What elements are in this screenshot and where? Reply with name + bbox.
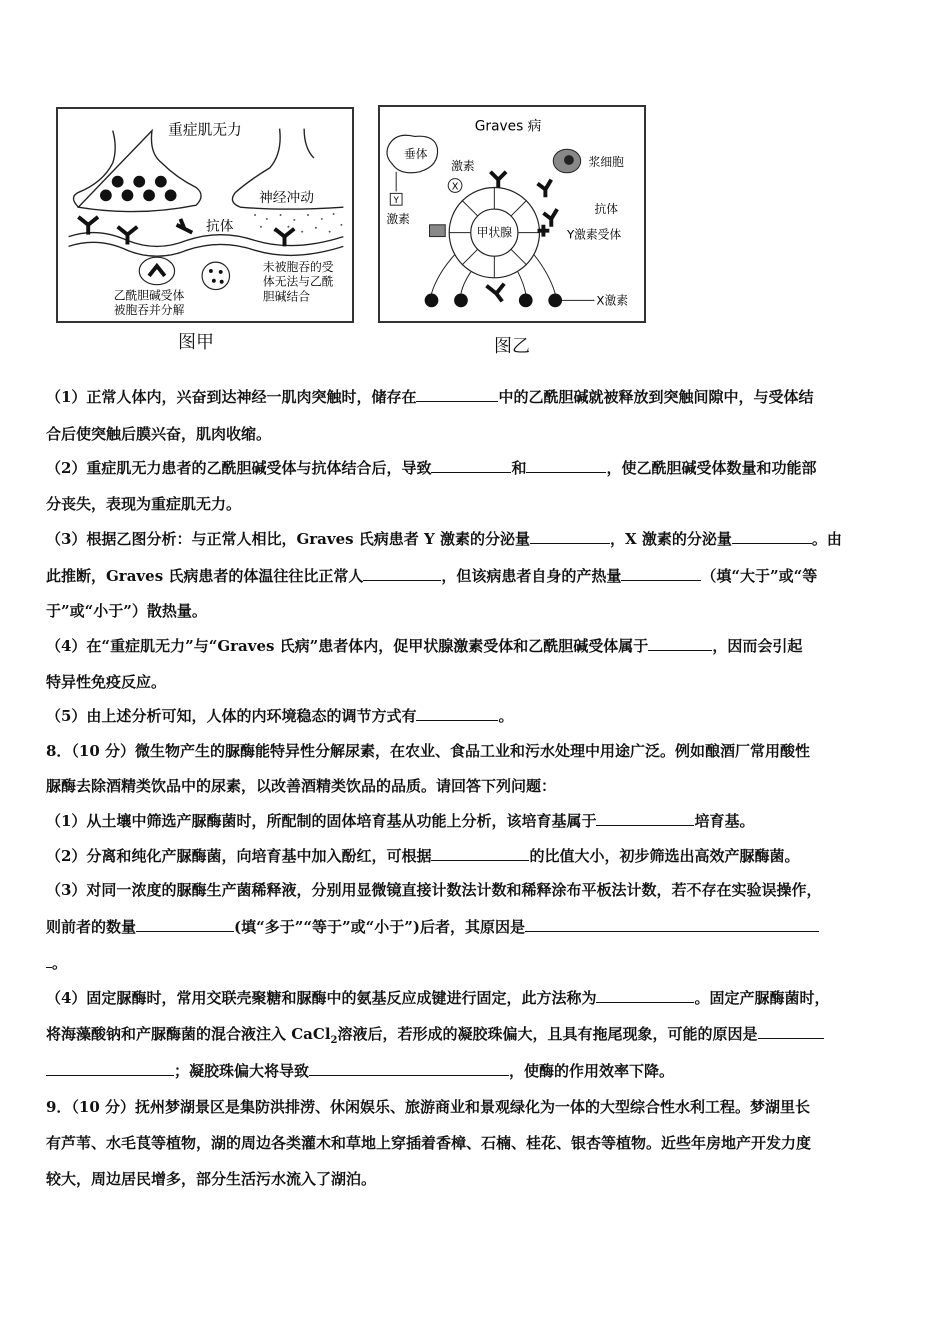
q9-line1: 9．（10 分）抚州梦湖景区是集防洪排涝、休闲娱乐、旅游商业和景观绿化为一体的大型综合性水利工程。梦湖里长 (46, 1098, 811, 1116)
y-receptor-label: Y激素受体 (566, 227, 622, 242)
figure-graves-disease (378, 105, 646, 323)
q8-part3-line2: 则前者的数量 (填“多于”“等于”或“小于”)后者，其原因是 (46, 917, 906, 937)
answer-blank[interactable] (309, 1061, 509, 1076)
q8-part3-line1: （3）对同一浓度的脲酶生产菌稀释液，分别用显微镜直接计数法计数和稀释涂布平板法计数，若不存在实验误操作， (46, 881, 822, 899)
acetylcholine-vesicles (100, 176, 177, 202)
answer-blank[interactable] (758, 1024, 824, 1039)
q7-part2-line1: （2）重症肌无力患者的乙酰胆碱受体与抗体结合后，导致 和 ，使乙酰胆碱受体数量和功能部 (46, 459, 817, 477)
answer-blank[interactable] (732, 529, 812, 544)
figure-a-diagram (58, 109, 352, 321)
figure-b-diagram (380, 107, 644, 321)
cleft-speckles (254, 213, 342, 233)
q7-part4-line2: 特异性免疫反应。 (46, 673, 167, 691)
y-box-label: Y (393, 196, 399, 207)
answer-blank[interactable] (136, 917, 234, 932)
answer-blank[interactable] (648, 636, 712, 651)
swallowed-label-2: 被胞吞并分解 (113, 303, 185, 318)
figure-a-title: 重症肌无力 (168, 121, 242, 139)
q7-part3-line1: （3）根据乙图分析：与正常人相比，Graves 氏病患者 Y 激素的分泌量 ，X 激素的分泌量 。由 (46, 530, 842, 548)
answer-blank[interactable] (363, 566, 441, 581)
answer-blank[interactable] (431, 846, 529, 861)
answer-blank[interactable] (596, 811, 694, 826)
q8-part2: （2）分离和纯化产脲酶菌，向培育基中加入酚红，可根据 的比值大小，初步筛选出高效产脲酶菌。 (46, 847, 800, 865)
answer-blank[interactable] (596, 988, 694, 1003)
q7-part3-line2: 此推断，Graves 氏病患者的体温往往比正常人 ，但该病患者自身的产热量 （填“大于”或“等 (46, 567, 818, 585)
answer-blank[interactable] (46, 1061, 174, 1076)
not-swallowed-label-3: 胆碱结合 (262, 289, 311, 304)
answer-blank[interactable] (416, 387, 498, 402)
antibody-label: 抗体 (205, 218, 234, 235)
not-swallowed-label-1: 未被胞吞的受 (262, 259, 334, 274)
b-antibody-label: 抗体 (594, 202, 619, 217)
q7-part4-line1: （4）在“重症肌无力”与“Graves 氏病”患者体内，促甲状腺激素受体和乙酰胆碱受体属于 ，因而会引起 (46, 637, 803, 655)
answer-blank[interactable] (526, 458, 606, 473)
q7-part1-line2: 合后使突触后膜兴奋，肌肉收缩。 (46, 425, 272, 443)
q8-part3-line3: 。 (46, 953, 906, 973)
q8-part4-line2: 将海藻酸钠和产脲酶菌的混合液注入 CaCl$_2$溶液后，若形成的凝胶珠偏大，且具有拖尾现象，可能的原因是 (46, 1024, 906, 1051)
swallowed-label-1: 乙酰胆碱受体 (113, 288, 185, 303)
x-circle-label: X (451, 181, 459, 193)
q7-part2-line2: 分丧失，表现为重症肌无力。 (46, 495, 242, 513)
q8-intro-line2: 脲酶去除酒精类饮品中的尿素，以改善酒精类饮品的品质。请回答下列问题： (46, 777, 557, 795)
x-hormone-dots (425, 294, 562, 308)
y-hormone-label: 激素 (386, 211, 410, 226)
plasma-cell-label: 浆细胞 (588, 154, 624, 169)
q8-part4-line1: （4）固定脲酶时，常用交联壳聚糖和脲酶中的氨基反应成键进行固定，此方法称为 。固定产脲酶菌时， (46, 989, 830, 1007)
answer-blank[interactable] (530, 529, 610, 544)
thyroid-label: 甲状腺 (476, 225, 512, 240)
answer-blank[interactable] (621, 566, 701, 581)
hormone-label: 激素 (451, 158, 475, 173)
figure-a-caption: 图甲 (178, 332, 214, 353)
q8-part4-line3: ；凝胶珠偏大将导致 ，使酶的作用效率下降。 (46, 1061, 906, 1081)
q8-intro-line1: 8．（10 分）微生物产生的脲酶能特异性分解尿素，在农业、食品工业和污水处理中用途广泛。例如酿酒厂常用酸性 (46, 742, 811, 760)
q7-part1-line1: （1）正常人体内，兴奋到达神经一肌肉突触时，储存在 中的乙酰胆碱就被释放到突触间隙中，与受体结 (46, 388, 814, 406)
q7-part5: （5）由上述分析可知，人体的内环境稳态的调节方式有 。 (46, 707, 514, 725)
pituitary-label: 垂体 (404, 147, 428, 162)
answer-blank[interactable] (431, 458, 511, 473)
q8-part1: （1）从土壤中筛选产脲酶菌时，所配制的固体培育基从功能上分析，该培育基属于 培育基。 (46, 812, 755, 830)
figure-myasthenia-gravis (56, 107, 354, 323)
q9-line2: 有芦苇、水毛茛等植物，湖的周边各类灌木和草地上穿插着香樟、石楠、桂花、银杏等植物。近些年房地产开发力度 (46, 1134, 812, 1152)
lysosome (202, 262, 229, 289)
figure-b-title: Graves 病 (474, 118, 542, 135)
figure-b-caption: 图乙 (494, 336, 530, 357)
answer-blank[interactable] (416, 706, 498, 721)
answer-blank[interactable] (525, 917, 819, 932)
not-swallowed-label-2: 体无法与乙酰 (262, 274, 334, 289)
q9-line3: 较大，周边居民增多，部分生活污水流入了湖泊。 (46, 1170, 377, 1188)
x-hormone-label: X激素 (596, 293, 629, 308)
hormone-arrows (432, 254, 556, 293)
q7-part3-line3: 于”或“小于”）散热量。 (46, 602, 207, 620)
presynaptic-terminal (73, 131, 201, 212)
nerve-impulse-label: 神经冲动 (258, 190, 314, 207)
